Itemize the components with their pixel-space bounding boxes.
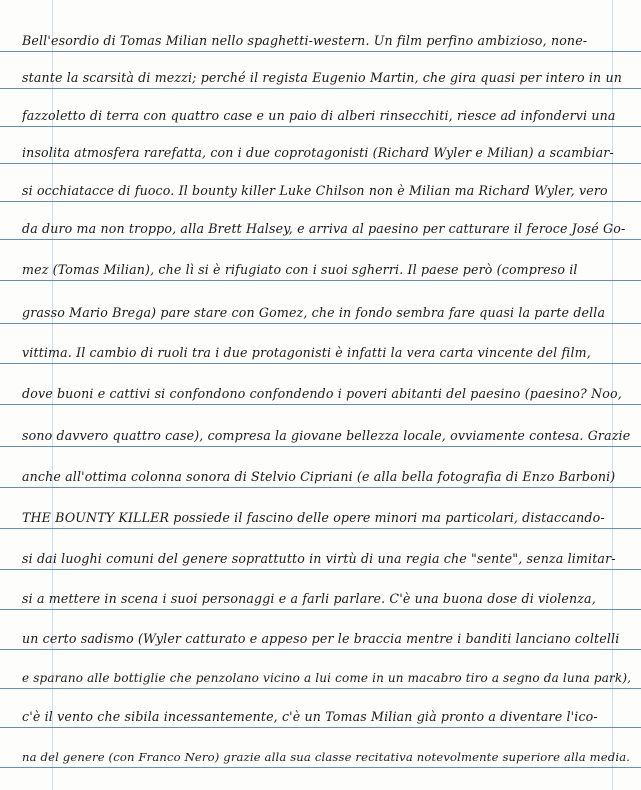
handwritten-line: dove buoni e cattivi si confondono confondendo i poveri abitanti del paesino (paesino? Noo,: [22, 386, 622, 401]
handwritten-line: e sparano alle bottiglie che penzolano vicino a lui come in un macabro tiro a segno da luna park),: [22, 671, 632, 685]
handwritten-line: si a mettere in scena i suoi personaggi e a farli parlare. C'è una buona dose di violenza,: [22, 591, 596, 606]
handwritten-line: sono davvero quattro case), compresa la giovane bellezza locale, ovviamente contesa. Grazie: [22, 428, 631, 443]
handwritten-line: si occhiatacce di fuoco. Il bounty killer Luke Chilson non è Milian ma Richard Wyler, vero: [22, 183, 608, 198]
handwritten-line: Bell'esordio di Tomas Milian nello spaghetti-western. Un film perfino ambizioso, none-: [22, 33, 588, 48]
handwritten-line: un certo sadismo (Wyler catturato e appeso per le braccia mentre i banditi lanciano coltelli: [22, 631, 620, 646]
handwritten-line: da duro ma non troppo, alla Brett Halsey, e arriva al paesino per catturare il feroce José Go-: [22, 221, 626, 236]
handwritten-line: fazzoletto di terra con quattro case e un paio di alberi rinsecchiti, riesce ad infondervi una: [22, 108, 616, 123]
handwritten-line: stante la scarsità di mezzi; perché il regista Eugenio Martin, che gira quasi per intero in un: [22, 70, 622, 85]
handwritten-line: si dai luoghi comuni del genere soprattutto in virtù di una regia che "sente", senza limitar-: [22, 551, 616, 566]
handwritten-line: vittima. Il cambio di ruoli tra i due protagonisti è infatti la vera carta vincente del film,: [22, 345, 591, 360]
handwritten-line: mez (Tomas Milian), che lì si è rifugiato con i suoi sgherri. Il paese però (compreso il: [22, 262, 578, 277]
handwritten-line: THE BOUNTY KILLER possiede il fascino delle opere minori ma particolari, distaccando-: [22, 510, 605, 525]
handwritten-line: grasso Mario Brega) pare stare con Gomez, che in fondo sembra fare quasi la parte della: [22, 305, 606, 320]
handwritten-line: c'è il vento che sibila incessantemente, c'è un Tomas Milian già pronto a diventare l'ico-: [22, 709, 598, 724]
handwritten-line: anche all'ottima colonna sonora di Stelvio Cipriani (e alla bella fotografia di Enzo Barboni): [22, 469, 616, 484]
handwritten-line: na del genere (con Franco Nero) grazie alla sua classe recitativa notevolmente superiore alla media.: [22, 750, 631, 764]
handwritten-line: insolita atmosfera rarefatta, con i due coprotagonisti (Richard Wyler e Milian) a scambiar-: [22, 145, 614, 160]
